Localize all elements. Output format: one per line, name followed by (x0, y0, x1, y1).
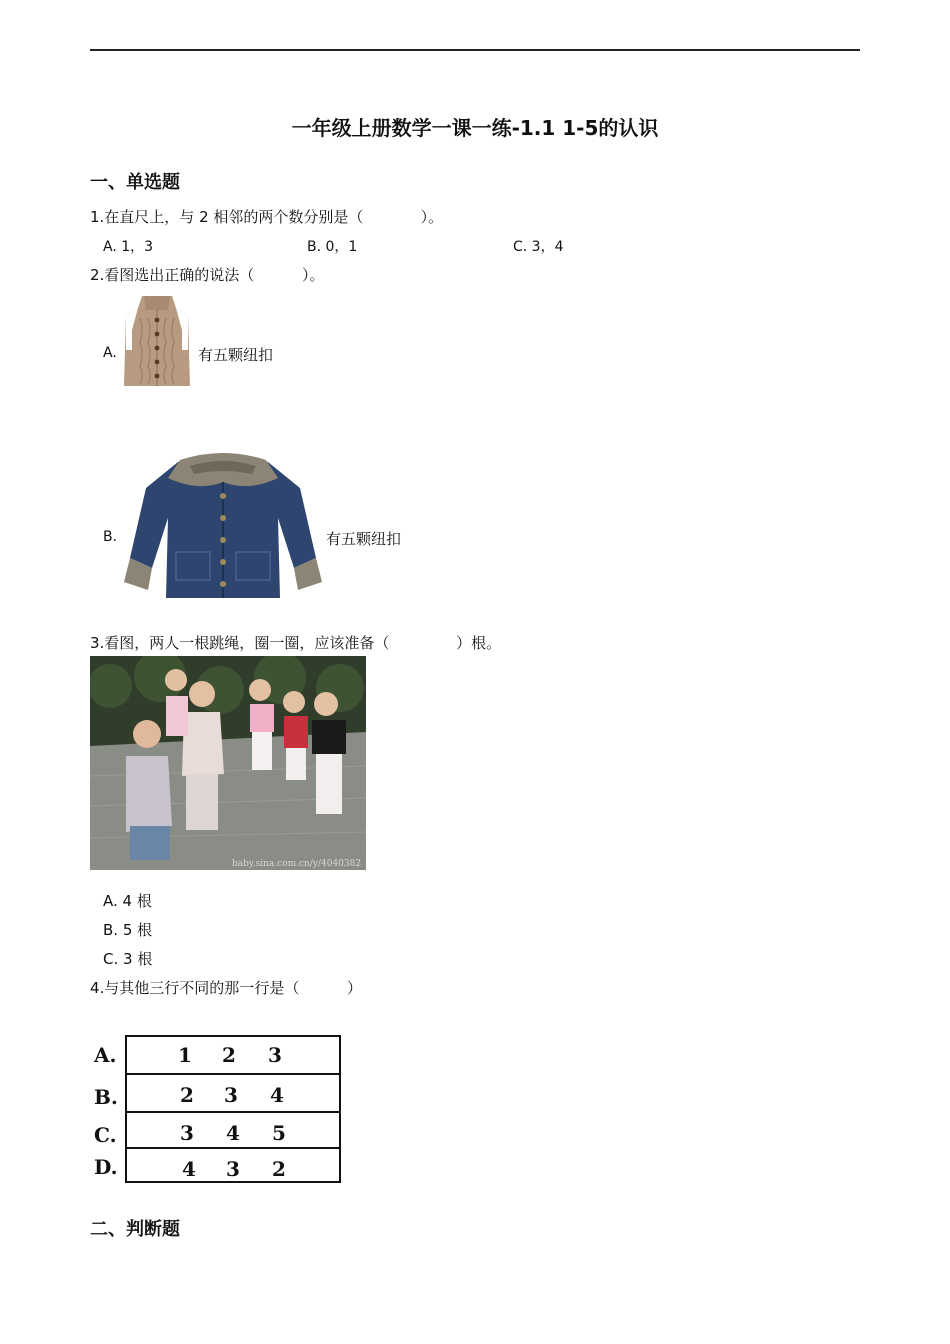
header-rule (90, 49, 860, 51)
q4-row-a-label: A. (94, 1043, 117, 1067)
photo-watermark: baby.sina.com.cn/y/4040382 (232, 859, 362, 869)
children-playing-photo (90, 656, 366, 874)
q4-row-d-value-3: 2 (272, 1157, 286, 1181)
q4-row-c-value-3: 5 (272, 1121, 286, 1145)
q4-row-a-value-1: 1 (178, 1043, 192, 1067)
question-1: 1.在直尺上，与 2 相邻的两个数分别是（ ）。 (90, 208, 444, 226)
q4-row-a-value-3: 3 (268, 1043, 282, 1067)
page-title: 一年级上册数学一课一练-1.1 1-5的认识 (291, 116, 659, 140)
question-3: 3.看图，两人一根跳绳，圈一圈，应该准备（ ）根。 (90, 634, 502, 652)
q2-option-b-label[interactable]: B. (103, 529, 118, 545)
q3-option-a[interactable]: A. 4 根 (103, 892, 152, 910)
section-heading-single-choice: 一、单选题 (90, 172, 180, 193)
q4-row-c-value-2: 4 (226, 1121, 240, 1145)
section-heading-true-false: 二、判断题 (90, 1219, 180, 1240)
q4-row-b-value-2: 3 (224, 1083, 238, 1107)
q4-row-d-label: D. (94, 1155, 118, 1179)
question-2: 2.看图选出正确的说法（ ）。 (90, 266, 325, 284)
q3-option-b[interactable]: B. 5 根 (103, 921, 153, 939)
q4-number-table (90, 1034, 346, 1190)
q4-row-c-label: C. (94, 1123, 117, 1147)
q4-row-b-label: B. (94, 1085, 118, 1109)
q4-row-c-value-1: 3 (180, 1121, 194, 1145)
q4-row-b-value-3: 4 (270, 1083, 284, 1107)
q2-option-a-text: 有五颗纽扣 (198, 346, 274, 364)
q1-option-c[interactable]: C. 3，4 (513, 239, 564, 255)
q4-row-d-value-1: 4 (182, 1157, 196, 1181)
q2-option-a-label[interactable]: A. (103, 345, 117, 361)
q4-row-d-value-2: 3 (226, 1157, 240, 1181)
denim-jacket-image (118, 448, 328, 612)
knit-vest-image (118, 290, 196, 396)
q2-option-b-text: 有五颗纽扣 (326, 530, 402, 548)
q1-option-b[interactable]: B. 0，1 (307, 239, 358, 255)
q4-row-a-value-2: 2 (222, 1043, 236, 1067)
q3-option-c[interactable]: C. 3 根 (103, 950, 153, 968)
question-4: 4.与其他三行不同的那一行是（ ） (90, 979, 362, 997)
q4-row-b-value-1: 2 (180, 1083, 194, 1107)
q1-option-a[interactable]: A. 1，3 (103, 239, 154, 255)
